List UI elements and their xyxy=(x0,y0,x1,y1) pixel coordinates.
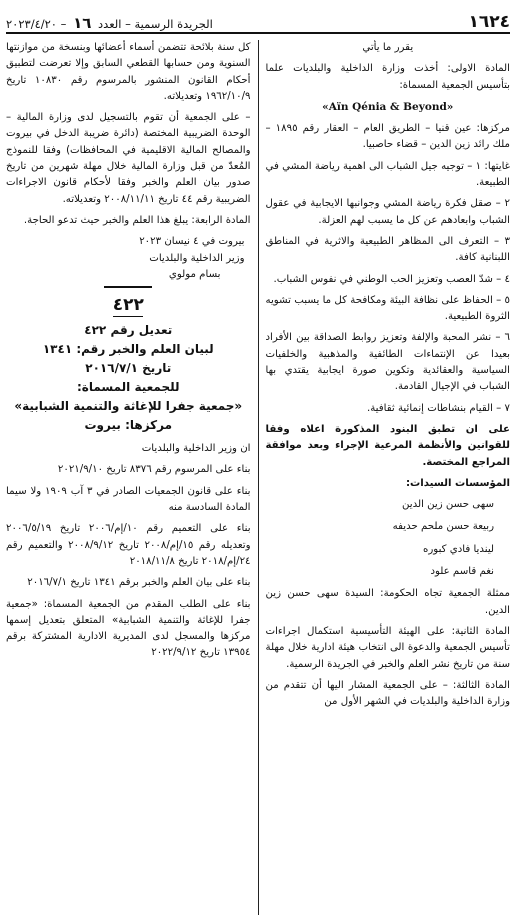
tax-registration-paragraph: – على الجمعية أن تقوم بالتسجيل لدى وزارة المالية – الوحدة الضريبية المختصة (دائرة ضريبة الدخل في بيروت والمصالح المالية الاقليمية في المحافظات) وفقا للنموذج المُعدّ من قبل وزارة المالية خلال مهلة شهرين من تاريخ صدور بيان العلم والخبر وفقا لأحكام قانون الاجراءات الضريبية رقم ٤٤ تاريخ ٢٠٠٨/١١/١١ وتعديلاته. xyxy=(6,112,251,205)
section-separator xyxy=(104,286,152,288)
two-column-body xyxy=(6,40,510,915)
notice-number: ٤٢٢ xyxy=(112,295,144,316)
page-header xyxy=(6,6,510,34)
recital-associations-law: بناء على قانون الجمعيات الصادر في ٣ آب ١٩٠٩ ولا سيما المادة السادسة منه xyxy=(6,485,251,514)
goal-6: ٦ – نشر المحبة والإلفة وتعزيز روابط الصداقة بين الأفراد بعيدا عن الإنتماءات الطائفية والمذهبية والخلفيات السياسية والعقائدية وتكوين صورة ايجابية يقتدي بها الشباب في الإجيال القادمة. xyxy=(265,332,510,393)
founder-name: سهى حسن زين الدين xyxy=(402,499,494,511)
founder-name: ربيعة حسن ملحم حديفه xyxy=(392,521,494,533)
notice-headquarters: مركزها: بيروت xyxy=(84,418,173,433)
recital-request: بناء على الطلب المقدم من الجمعية المسماة: «جمعية جفرا للإغاثة والتنمية الشبابية» المتعلق بتعديل إسمها مركزها والمسجل لدى المديرية الادارية المشتركة برقم ١٣٩٥٤ تاريخ ٢٠٢٢/٩/١٢ xyxy=(6,598,251,659)
headquarters-paragraph: مركزها: عين قنيا – الطريق العام – العقار رقم ١٨٩٥ – ملك رائد زين الدين – قضاء حاصبيا. xyxy=(265,123,510,151)
founder-name: نغم قاسم علود xyxy=(430,566,494,578)
goal-4: ٤ – شدّ العصب وتعزيز الحب الوطني في نفوس الشباب. xyxy=(273,273,510,285)
notice-title-named: للجمعية المسماة: xyxy=(76,380,180,395)
article-two: المادة الثانية: على الهيئة التأسيسية استكمال اجراءات تأسيس الجمعية والدعوة الى انتخاب هيئة ادارية خلال مهلة سنة من تاريخ نشر العلم والخبر في الجريدة الرسمية. xyxy=(265,625,510,670)
decides-line: يقرر ما يأتي xyxy=(362,42,414,53)
recital-statement: بناء على بيان العلم والخبر برقم ١٣٤١ تاريخ ٢٠١٦/٧/١ xyxy=(27,577,251,589)
running-title xyxy=(6,14,213,32)
goal-3: ٣ – التعرف الى المظاهر الطبيعية والاثرية في المناطق اللبنانية كافة. xyxy=(265,235,510,264)
right-column xyxy=(261,40,511,915)
minister-intro: ان وزير الداخلية والبلديات xyxy=(141,443,251,455)
article-three: المادة الثالثة: – على الجمعية المشار اليها أن تتقدم من وزارة الداخلية والبلديات في الشهر الأول من xyxy=(265,679,510,708)
goal-5: ٥ – الحفاظ على نظافة البيئة ومكافحة كل ما يسبب تشويه الثروة الطبيعية. xyxy=(265,294,510,323)
government-representative: ممثلة الجمعية تجاه الحكومة: السيدة سهى حسن زين الدين. xyxy=(265,588,510,616)
notice-title-statement: لبيان العلم والخبر رقم: ١٣٤١ xyxy=(42,342,214,357)
notice-number-underline xyxy=(113,316,143,317)
issue-date: – ٢٠٢٣/٤/٢٠ xyxy=(6,17,67,31)
running-title-prefix: الجريدة الرسمية – العدد xyxy=(98,17,213,31)
signature-name: بسام مولوي xyxy=(168,268,221,280)
goal-2: ٢ – صقل فكرة رياضة المشي وجوانبها الايجابية في عقول الشباب وابعادهم عن كل ما يسبب لهم العزلة. xyxy=(265,198,510,226)
founder-name: لينديا فادي كبوره xyxy=(423,543,494,555)
article-three-continued: كل سنة بلائحة تتضمن أسماء أعضائها وبنسخة من موازنتها السنوية ومن حسابها القطعي السابق وإلا تعرضت لتطبيق أحكام القانون المنشور بالمرسوم رقم ١٠٨٣٠ تاريخ ١٩٦٢/١٠/٩ وتعديلاته. xyxy=(6,42,251,102)
goal-7: ٧ – القيام بنشاطات إنمائية ثقافية. xyxy=(366,402,510,414)
goal-1: غايتها: ١ – توجيه جيل الشباب الى اهمية رياضة المشي في الطبيعة. xyxy=(265,160,510,189)
signature-date: بيروت في ٤ نيسان ٢٠٢٣ xyxy=(139,236,245,248)
article-four: المادة الرابعة: يبلغ هذا العلم والخبر حيث تدعو الحاجة. xyxy=(23,214,251,226)
recital-decree: بناء على المرسوم رقم ٨٣٧٦ تاريخ ٢٠٢١/٩/١٠ xyxy=(57,464,251,476)
page-number: ١٦٢٤ xyxy=(468,12,510,32)
founders-label: المؤسسات السيدات: xyxy=(405,477,510,489)
compliance-clause: على ان تطبق البنود المذكورة اعلاه وفقا للقوانين والأنظمة المرعية الإجراء وبعد موافقة المراجع المختصة. xyxy=(265,423,510,468)
signature-title: وزير الداخلية والبلديات xyxy=(149,252,245,264)
notice-title-amendment: تعديل رقم ٤٢٢ xyxy=(84,323,173,338)
article-one: المادة الاولى: أخذت وزارة الداخلية والبلديات علما بتأسيس الجمعية المسماة: xyxy=(265,63,510,91)
notice-title-date: تاريخ ٢٠١٦/٧/١ xyxy=(85,361,172,376)
issue-number: ١٦ xyxy=(73,14,92,32)
notice-association-name: «جمعية جفرا للإغاثة والتنمية الشبابية» xyxy=(14,399,243,414)
recital-circulars: بناء على التعميم رقم ١٠/إم/٢٠٠٦ تاريخ ٢٠٠٦/٥/١٩ وتعديله رقم ١٥/إم/٢٠٠٨ تاريخ ٢٠٠٨/٩/١٢ والتعميم رقم ٢٤/إم/٢٠١٨ تاريخ ٢٠١٨/١١/٨ xyxy=(6,523,251,567)
association-latin-name: «Aïn Qénia & Beyond» xyxy=(322,100,454,113)
left-column xyxy=(6,40,256,915)
column-divider xyxy=(258,40,259,915)
